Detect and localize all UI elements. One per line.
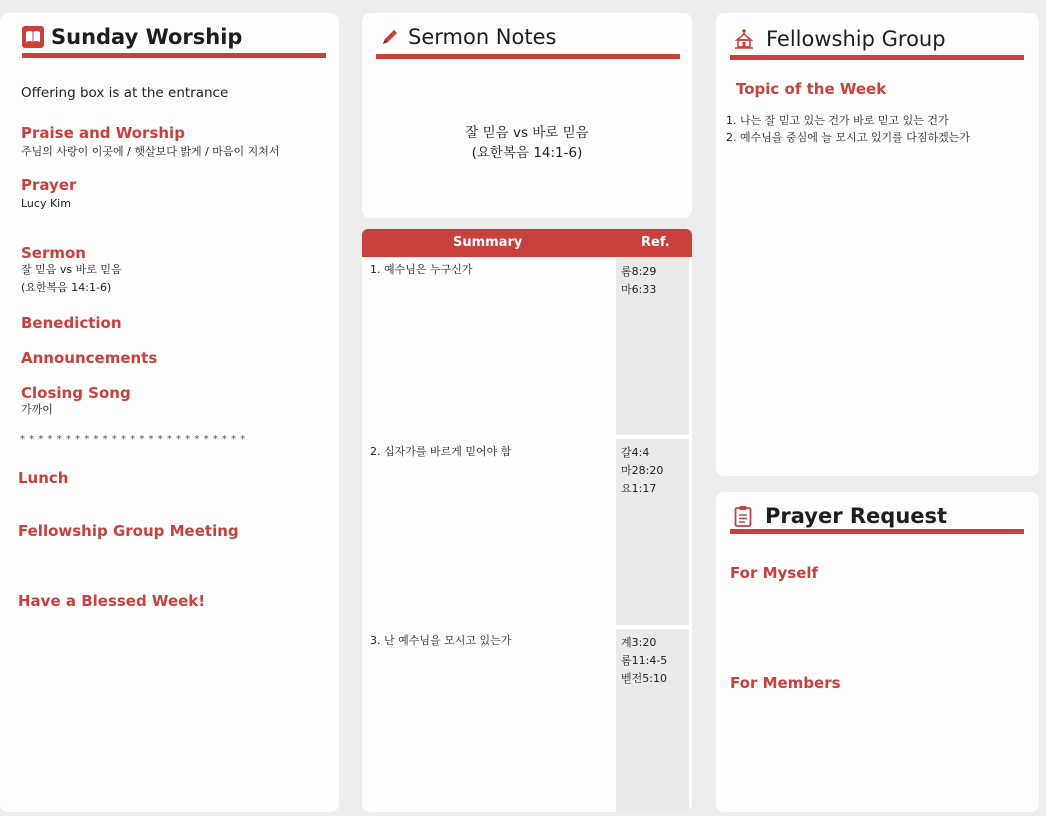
closing-greeting: Have a Blessed Week! [18, 592, 206, 610]
fellowship-group-panel [716, 13, 1039, 476]
divider-stars: * * * * * * * * * * * * * * * * * * * * * * * * * [20, 434, 246, 445]
summary-point: 3. 난 예수님을 모시고 있는가 [370, 634, 512, 647]
section-heading-benediction: Benediction [21, 314, 122, 332]
clipboard-icon [734, 505, 752, 527]
topic-heading: Topic of the Week [736, 80, 887, 98]
section-heading-praise: Praise and Worship [21, 124, 185, 142]
summary-column-header: Summary [453, 235, 523, 250]
section-detail-prayer: Lucy Kim [21, 197, 71, 210]
header-rule [376, 54, 680, 59]
fellowship-group-title: Fellowship Group [766, 27, 946, 51]
sunday-worship-panel [0, 13, 339, 812]
sunday-worship-title: Sunday Worship [51, 25, 243, 49]
section-detail-closing-song: 가까이 [21, 403, 53, 416]
section-heading-prayer: Prayer [21, 176, 77, 194]
header-rule [22, 53, 326, 58]
ref-column-header: Ref. [641, 235, 670, 250]
header-rule [730, 55, 1024, 60]
ref-item: 요1:17 [621, 482, 657, 495]
section-heading-closing-song: Closing Song [21, 384, 131, 402]
ref-item: 마28:20 [621, 464, 664, 477]
prayer-request-header [734, 504, 947, 528]
summary-header-bar [362, 229, 692, 257]
book-icon [22, 26, 44, 48]
section-detail-praise: 주님의 사랑이 이곳에 / 햇살보다 밝게 / 마음이 지쳐서 [21, 145, 280, 158]
section-detail-sermon: 잘 믿음 vs 바로 믿음 [21, 263, 122, 276]
summary-point: 2. 십자가를 바르게 믿어야 함 [370, 445, 512, 458]
header-rule [730, 529, 1024, 534]
section-heading-announcements: Announcements [21, 349, 158, 367]
sermon-subject: 잘 믿음 vs 바로 믿음 [465, 125, 589, 141]
fellowship-meeting-heading: Fellowship Group Meeting [18, 522, 239, 540]
section-heading-sermon: Sermon [21, 244, 86, 262]
pencil-icon [380, 27, 400, 47]
sermon-summary-panel [362, 229, 692, 812]
church-icon [734, 28, 754, 50]
ref-item: 계3:20 [621, 636, 657, 649]
sermon-notes-header [380, 25, 556, 49]
ref-item: 롬8:29 [621, 265, 657, 278]
section-detail-sermon-passage: (요한복음 14:1-6) [21, 281, 112, 294]
prayer-request-panel [716, 492, 1039, 812]
sermon-notes-title: Sermon Notes [408, 25, 557, 49]
topic-item: 2. 예수님을 중심에 늘 모시고 있기를 다짐하겠는가 [726, 131, 970, 144]
for-myself-heading: For Myself [730, 564, 819, 582]
sermon-passage: (요한복음 14:1-6) [471, 145, 583, 161]
prayer-request-title: Prayer Request [765, 504, 948, 528]
sermon-notes-panel [362, 13, 692, 218]
ref-item: 벧전5:10 [621, 672, 667, 685]
topic-item: 1. 나는 잘 믿고 있는 건가 바로 믿고 있는 건가 [726, 114, 949, 127]
for-members-heading: For Members [730, 674, 841, 692]
lunch-heading: Lunch [18, 469, 69, 487]
ref-item: 마6:33 [621, 283, 657, 296]
offering-note: Offering box is at the entrance [21, 85, 229, 101]
sunday-worship-header [22, 25, 242, 49]
ref-item: 롬11:4-5 [621, 654, 668, 667]
fellowship-group-header [734, 27, 946, 51]
ref-item: 갈4:4 [621, 446, 650, 459]
summary-point: 1. 예수님은 누구신가 [370, 263, 473, 276]
